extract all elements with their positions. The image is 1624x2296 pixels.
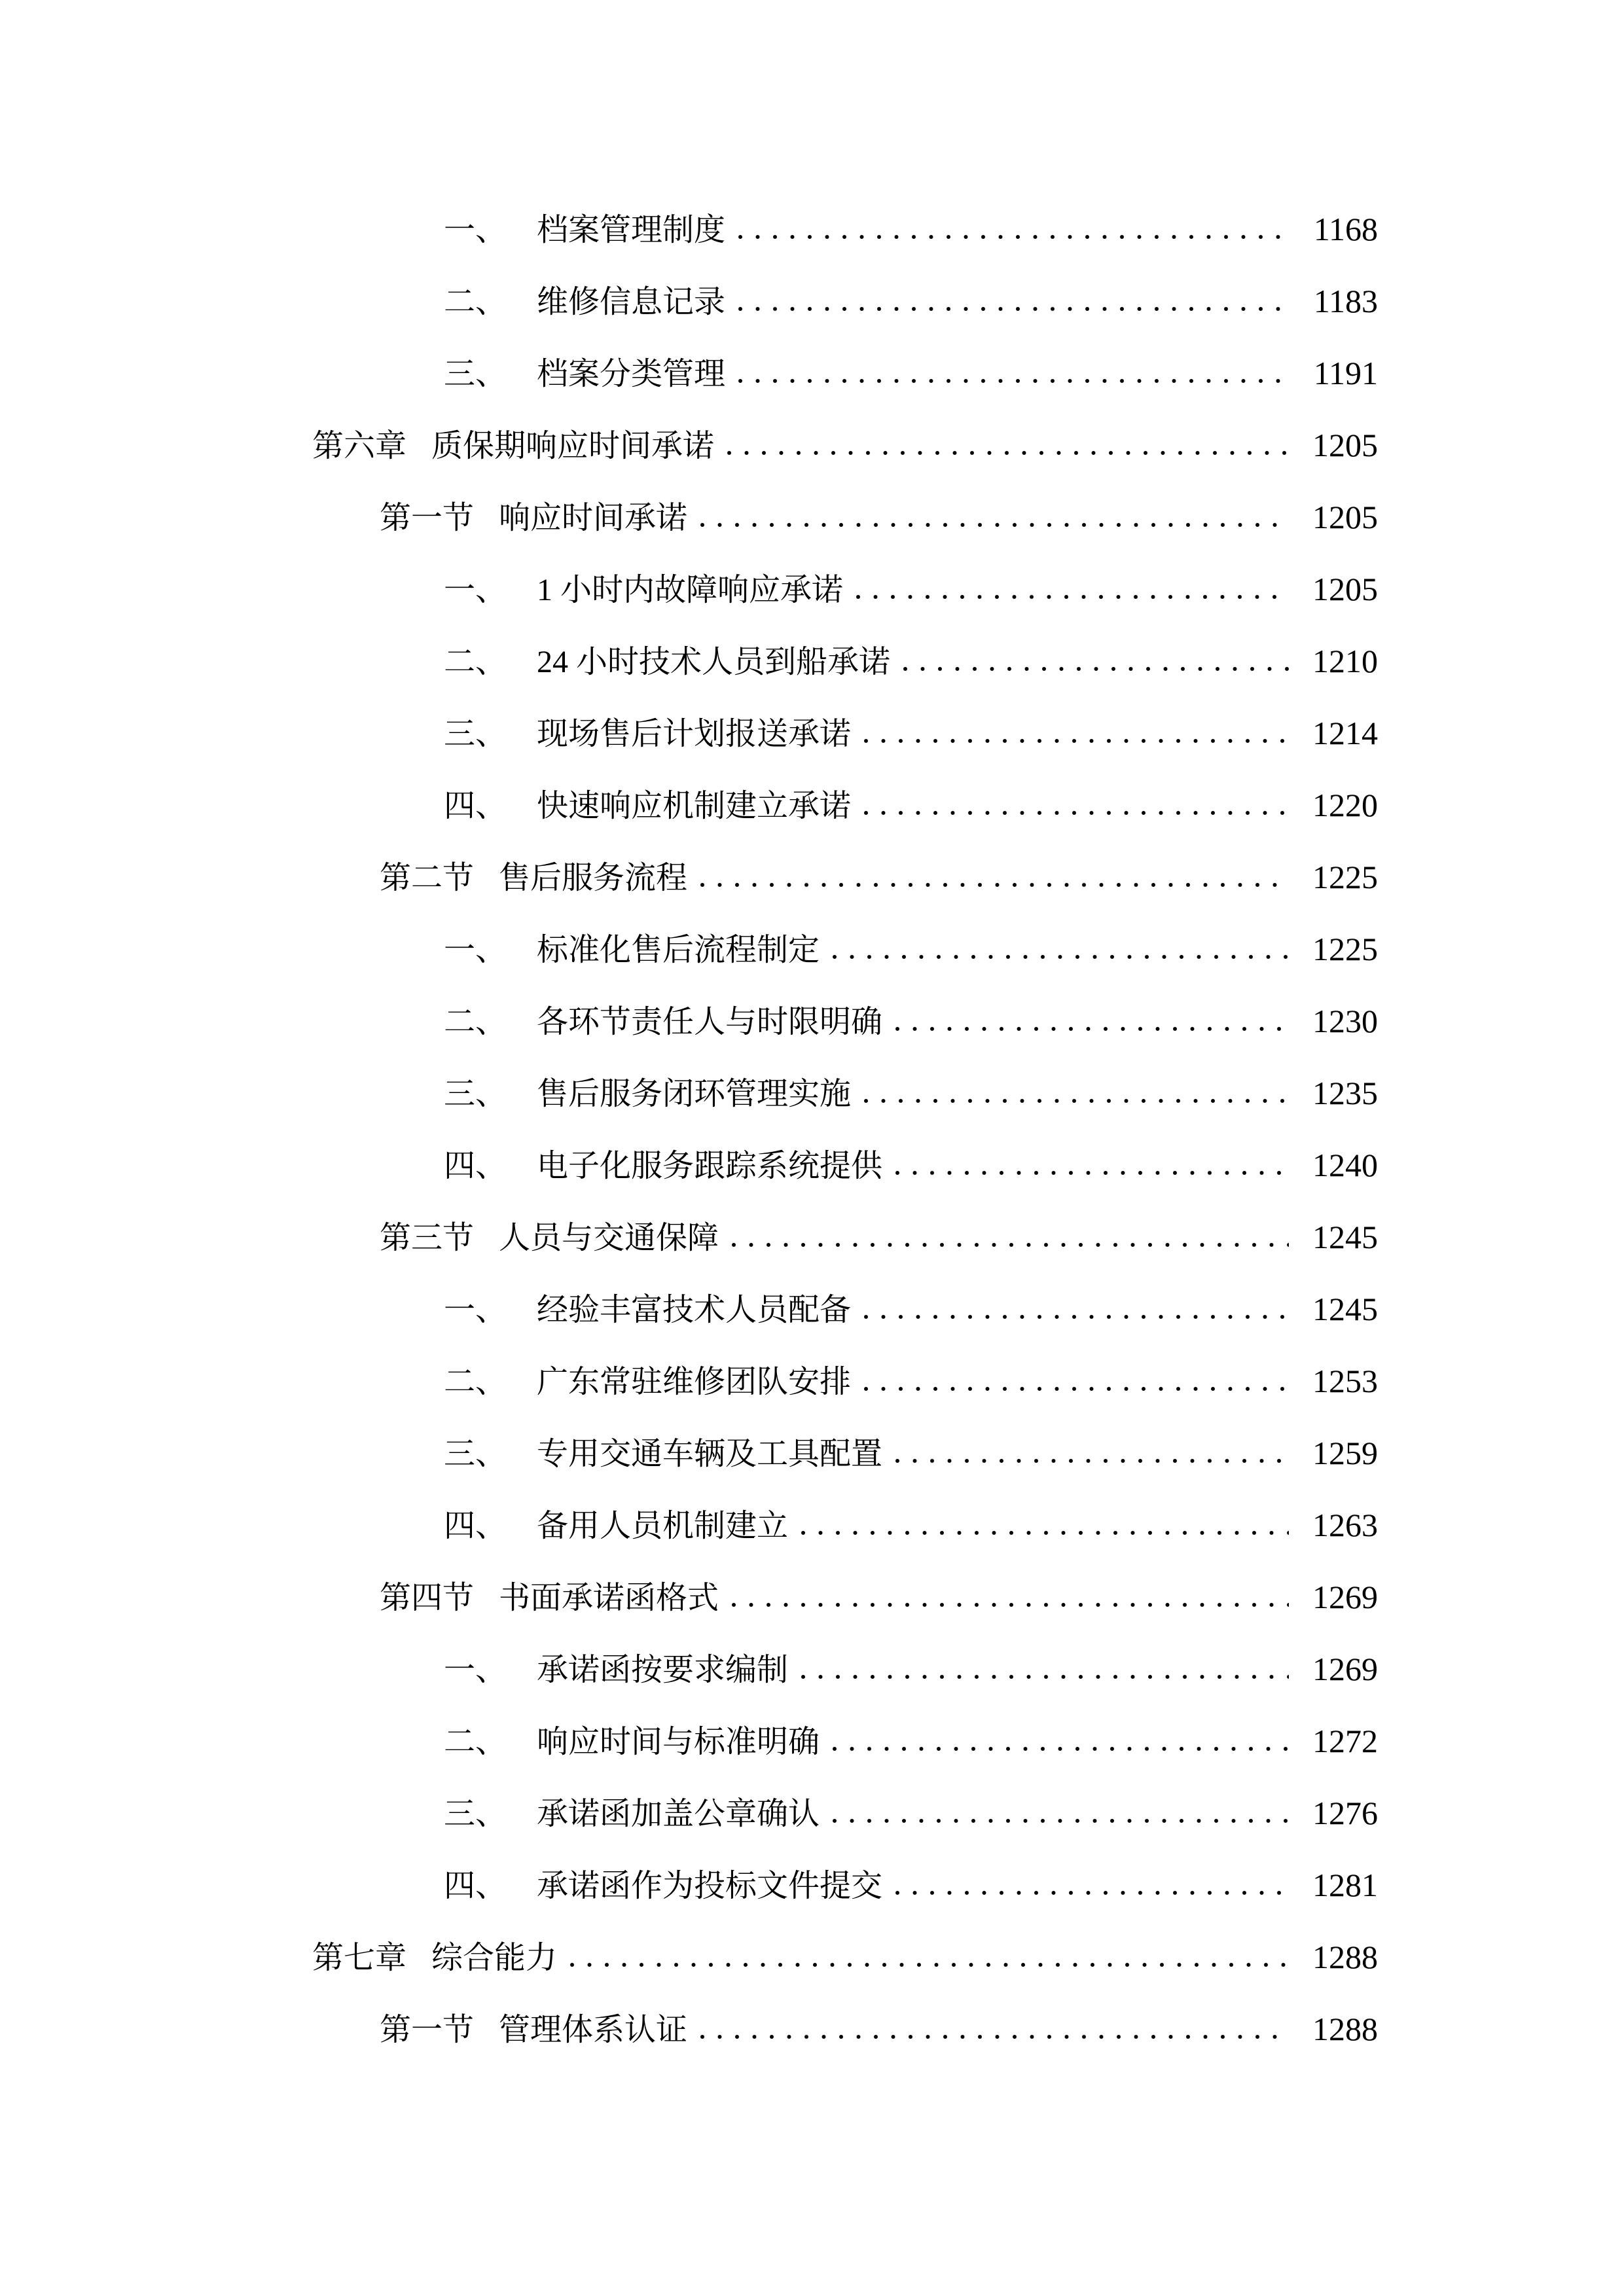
toc-entry-title: 人员与交通保障 xyxy=(499,1221,719,1255)
toc-entry-page: 1269 xyxy=(1312,1651,1378,1687)
toc-entry-page: 1288 xyxy=(1312,2011,1378,2047)
toc-entry xyxy=(0,1849,1624,1921)
dot-leader xyxy=(831,1818,1289,1824)
dot-leader xyxy=(731,1602,1289,1608)
toc-entry-title: 承诺函作为投标文件提交 xyxy=(537,1869,883,1903)
toc-entry-page: 1276 xyxy=(1312,1795,1378,1831)
toc-entry xyxy=(0,1633,1624,1705)
toc-entry-page: 1191 xyxy=(1313,355,1378,391)
toc-entry-number: 四、 xyxy=(444,1509,507,1543)
toc-entry-number: 四、 xyxy=(444,789,507,823)
toc-entry-title: 响应时间承诺 xyxy=(499,501,688,535)
toc-entry-title: 标准化售后流程制定 xyxy=(537,933,820,967)
toc-entry-number: 一、 xyxy=(444,1293,507,1327)
toc-entry-number: 三、 xyxy=(444,1437,507,1471)
toc-entry-number: 第三节 xyxy=(380,1221,475,1255)
toc-entry xyxy=(0,769,1624,841)
toc-entry-page: 1230 xyxy=(1312,1003,1378,1039)
dot-leader xyxy=(699,522,1289,528)
toc-entry xyxy=(0,1705,1624,1777)
toc-entry-page: 1205 xyxy=(1312,571,1378,607)
toc-entry-number: 第七章 xyxy=(312,1941,407,1975)
dot-leader xyxy=(831,954,1289,960)
toc-entry-page: 1220 xyxy=(1312,787,1378,823)
dot-leader xyxy=(894,1170,1289,1176)
toc-entry-number: 第一节 xyxy=(380,2013,475,2047)
toc-entry xyxy=(0,337,1624,409)
toc-entry-number: 第四节 xyxy=(380,1581,475,1615)
dot-leader xyxy=(894,1026,1289,1032)
toc-entry-page: 1168 xyxy=(1313,211,1378,247)
toc-entry-title: 承诺函按要求编制 xyxy=(537,1653,789,1687)
toc-entry-page: 1205 xyxy=(1312,427,1378,463)
toc-entry xyxy=(0,1561,1624,1633)
dot-leader xyxy=(699,2034,1289,2040)
dot-leader xyxy=(855,594,1289,600)
toc-entry-number: 二、 xyxy=(444,1365,507,1399)
toc-entry xyxy=(0,625,1624,697)
toc-entry-number: 三、 xyxy=(444,357,507,391)
dot-leader xyxy=(800,1530,1289,1536)
toc-entry-page: 1183 xyxy=(1313,283,1378,319)
toc-entry-number: 三、 xyxy=(444,717,507,751)
toc-entry xyxy=(0,409,1624,481)
toc-entry-title: 书面承诺函格式 xyxy=(499,1581,719,1615)
dot-leader xyxy=(863,1314,1289,1320)
toc-entry xyxy=(0,1921,1624,1993)
dot-leader xyxy=(863,1098,1289,1104)
toc-entry xyxy=(0,913,1624,985)
toc-entry-title: 承诺函加盖公章确认 xyxy=(537,1797,820,1831)
toc-entry-number: 二、 xyxy=(444,1005,507,1039)
dot-leader xyxy=(902,666,1289,672)
toc-entry-number: 三、 xyxy=(444,1797,507,1831)
dot-leader xyxy=(894,1890,1289,1896)
toc-entry-page: 1245 xyxy=(1312,1291,1378,1327)
dot-leader xyxy=(737,234,1290,240)
dot-leader xyxy=(699,882,1289,888)
toc-entry-number: 二、 xyxy=(444,285,507,319)
toc-entry xyxy=(0,1489,1624,1561)
dot-leader xyxy=(863,810,1289,816)
toc-entry-page: 1259 xyxy=(1312,1435,1378,1471)
dot-leader xyxy=(737,378,1290,384)
toc-entry xyxy=(0,1417,1624,1489)
toc-entry-page: 1240 xyxy=(1312,1147,1378,1183)
toc-entry-page: 1225 xyxy=(1312,931,1378,967)
toc-entry-title: 备用人员机制建立 xyxy=(537,1509,789,1543)
toc-entry-page: 1214 xyxy=(1312,715,1378,751)
toc-entry xyxy=(0,1993,1624,2065)
toc-list xyxy=(0,193,1624,2065)
toc-entry-number: 第二节 xyxy=(380,861,475,895)
toc-entry xyxy=(0,1345,1624,1417)
toc-entry-page: 1205 xyxy=(1312,499,1378,535)
dot-leader xyxy=(569,1962,1289,1968)
toc-entry-number: 一、 xyxy=(444,573,507,607)
toc-entry-number: 四、 xyxy=(444,1869,507,1903)
toc-entry-title: 1 小时内故障响应承诺 xyxy=(537,573,844,607)
toc-entry-page: 1281 xyxy=(1312,1867,1378,1903)
dot-leader xyxy=(726,450,1289,456)
toc-entry-title: 24 小时技术人员到船承诺 xyxy=(537,645,891,679)
dot-leader xyxy=(863,738,1289,744)
toc-entry-title: 经验丰富技术人员配备 xyxy=(537,1293,852,1327)
toc-entry-title: 专用交通车辆及工具配置 xyxy=(537,1437,883,1471)
toc-entry-number: 三、 xyxy=(444,1077,507,1111)
toc-entry-page: 1225 xyxy=(1312,859,1378,895)
dot-leader xyxy=(800,1674,1289,1680)
toc-entry-title: 档案管理制度 xyxy=(537,213,726,247)
toc-entry-page: 1210 xyxy=(1312,643,1378,679)
toc-entry-title: 电子化服务跟踪系统提供 xyxy=(537,1149,883,1183)
toc-entry-title: 现场售后计划报送承诺 xyxy=(537,717,852,751)
toc-entry xyxy=(0,553,1624,625)
toc-entry-number: 一、 xyxy=(444,933,507,967)
toc-entry xyxy=(0,481,1624,553)
toc-entry-title: 质保期响应时间承诺 xyxy=(431,429,715,463)
toc-entry-number: 第六章 xyxy=(312,429,407,463)
toc-entry-title: 响应时间与标准明确 xyxy=(537,1725,820,1759)
toc-entry-title: 售后服务闭环管理实施 xyxy=(537,1077,852,1111)
toc-entry-title: 综合能力 xyxy=(431,1941,558,1975)
toc-entry xyxy=(0,1057,1624,1129)
toc-entry xyxy=(0,1777,1624,1849)
dot-leader xyxy=(863,1386,1289,1392)
toc-entry-page: 1245 xyxy=(1312,1219,1378,1255)
toc-entry-title: 广东常驻维修团队安排 xyxy=(537,1365,852,1399)
toc-entry xyxy=(0,265,1624,337)
dot-leader xyxy=(731,1242,1289,1248)
dot-leader xyxy=(737,306,1290,312)
toc-entry-number: 一、 xyxy=(444,1653,507,1687)
dot-leader xyxy=(894,1458,1289,1464)
toc-entry-page: 1235 xyxy=(1312,1075,1378,1111)
toc-entry-title: 快速响应机制建立承诺 xyxy=(537,789,852,823)
toc-entry-page: 1253 xyxy=(1312,1363,1378,1399)
toc-entry-title: 维修信息记录 xyxy=(537,285,726,319)
toc-entry xyxy=(0,1273,1624,1345)
toc-entry-page: 1269 xyxy=(1312,1579,1378,1615)
toc-entry-number: 二、 xyxy=(444,1725,507,1759)
toc-entry-title: 各环节责任人与时限明确 xyxy=(537,1005,883,1039)
toc-entry-page: 1288 xyxy=(1312,1939,1378,1975)
toc-entry-title: 售后服务流程 xyxy=(499,861,688,895)
toc-entry xyxy=(0,1129,1624,1201)
toc-entry xyxy=(0,985,1624,1057)
toc-entry-title: 管理体系认证 xyxy=(499,2013,688,2047)
toc-entry xyxy=(0,697,1624,769)
toc-entry-number: 一、 xyxy=(444,213,507,247)
toc-entry-number: 四、 xyxy=(444,1149,507,1183)
toc-entry xyxy=(0,193,1624,265)
dot-leader xyxy=(831,1746,1289,1752)
toc-entry xyxy=(0,1201,1624,1273)
toc-entry-title: 档案分类管理 xyxy=(537,357,726,391)
toc-entry-number: 第一节 xyxy=(380,501,475,535)
toc-entry-page: 1263 xyxy=(1312,1507,1378,1543)
toc-entry-number: 二、 xyxy=(444,645,507,679)
toc-entry-page: 1272 xyxy=(1312,1723,1378,1759)
toc-entry xyxy=(0,841,1624,913)
